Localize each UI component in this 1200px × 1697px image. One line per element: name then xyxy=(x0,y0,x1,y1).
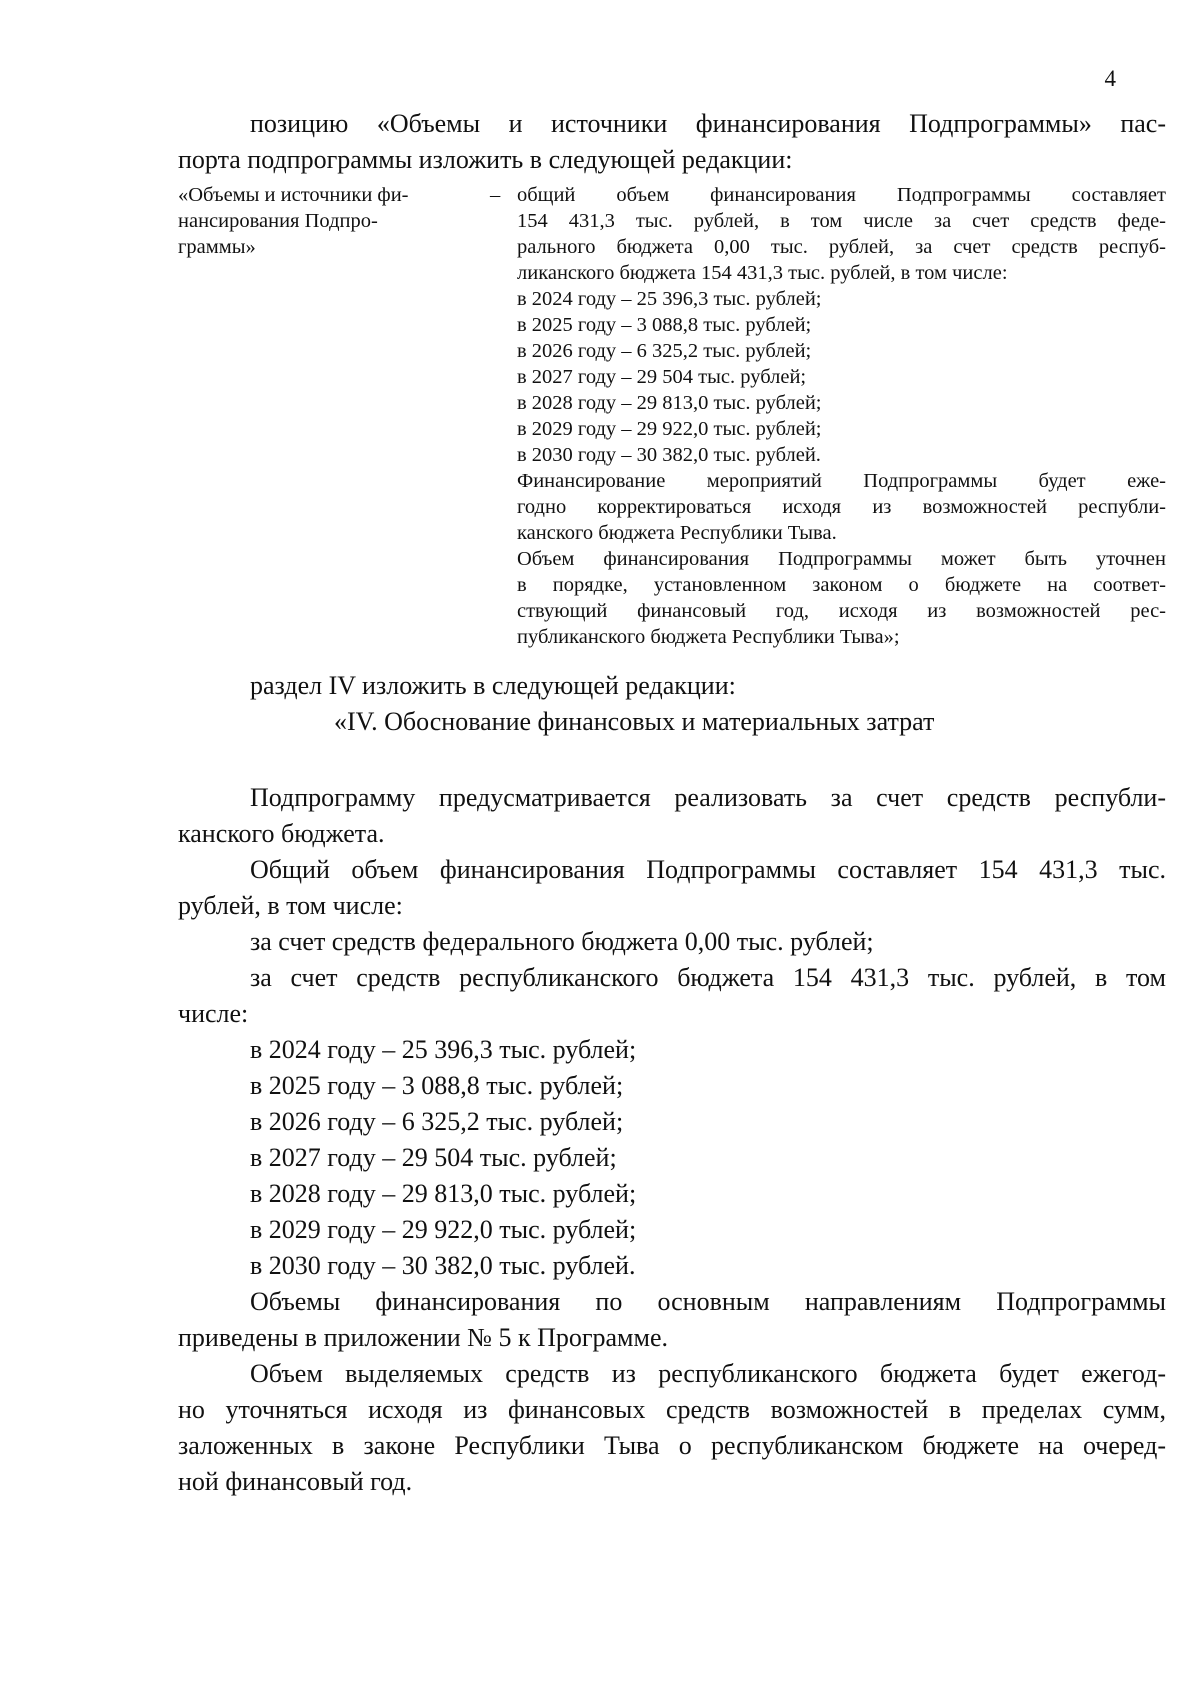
table-right-line: в 2025 году – 3 088,8 тыс. рублей; xyxy=(517,314,812,336)
body-line: в 2025 году – 3 088,8 тыс. рублей; xyxy=(250,1071,624,1100)
table-dash: – xyxy=(490,184,501,206)
body-line: в 2026 году – 6 325,2 тыс. рублей; xyxy=(250,1107,624,1136)
body-line: заложенных в законе Республики Тыва о республиканском бюджете на очеред- xyxy=(178,1431,1166,1460)
table-right-line: в 2030 году – 30 382,0 тыс. рублей. xyxy=(517,444,821,466)
table-left-line: нансирования Подпро- xyxy=(178,210,378,232)
table-right-line: в 2027 году – 29 504 тыс. рублей; xyxy=(517,366,807,388)
table-right-line: канского бюджета Республики Тыва. xyxy=(517,522,837,544)
body-line: за счет средств федерального бюджета 0,00 тыс. рублей; xyxy=(250,927,874,956)
table-right-line: Объем финансирования Подпрограммы может быть уточнен xyxy=(517,548,1166,570)
body-line: в 2024 году – 25 396,3 тыс. рублей; xyxy=(250,1035,637,1064)
body-line: в 2029 году – 29 922,0 тыс. рублей; xyxy=(250,1215,637,1244)
table-right-line: в 2026 году – 6 325,2 тыс. рублей; xyxy=(517,340,812,362)
body-line: Объемы финансирования по основным направлениям Подпрограммы xyxy=(250,1287,1166,1316)
table-right-line: годно корректироваться исходя из возможностей республи- xyxy=(517,496,1166,518)
body-line: в 2030 году – 30 382,0 тыс. рублей. xyxy=(250,1251,636,1280)
section-intro: раздел IV изложить в следующей редакции: xyxy=(250,671,736,700)
body-line: в 2027 году – 29 504 тыс. рублей; xyxy=(250,1143,617,1172)
table-right-line: рального бюджета 0,00 тыс. рублей, за счет средств респуб- xyxy=(517,236,1166,258)
table-right-line: в 2029 году – 29 922,0 тыс. рублей; xyxy=(517,418,822,440)
body-line: рублей, в том числе: xyxy=(178,891,403,920)
table-right-line: Финансирование мероприятий Подпрограммы будет еже- xyxy=(517,470,1166,492)
table-right-line: в 2028 году – 29 813,0 тыс. рублей; xyxy=(517,392,822,414)
body-line: но уточняться исходя из финансовых средств возможностей в пределах сумм, xyxy=(178,1395,1166,1424)
table-right-line: в порядке, установленном законом о бюджете на соответ- xyxy=(517,574,1166,596)
table-right-line: публиканского бюджета Республики Тыва»; xyxy=(517,626,900,648)
table-right-line: в 2024 году – 25 396,3 тыс. рублей; xyxy=(517,288,822,310)
body-line: за счет средств республиканского бюджета 154 431,3 тыс. рублей, в том xyxy=(250,963,1166,992)
table-right-line: ликанского бюджета 154 431,3 тыс. рублей, в том числе: xyxy=(517,262,1008,284)
body-line: числе: xyxy=(178,999,249,1028)
table-right-line: 154 431,3 тыс. рублей, в том числе за счет средств феде- xyxy=(517,210,1166,232)
table-left-line: граммы» xyxy=(178,236,256,258)
table-left-line: «Объемы и источники фи- xyxy=(178,184,409,206)
text-line: порта подпрограммы изложить в следующей редакции: xyxy=(178,145,793,174)
body-line: Подпрограмму предусматривается реализовать за счет средств республи- xyxy=(250,783,1166,812)
body-line: приведены в приложении № 5 к Программе. xyxy=(178,1323,669,1352)
body-line: в 2028 году – 29 813,0 тыс. рублей; xyxy=(250,1179,637,1208)
body-line: ной финансовый год. xyxy=(178,1467,413,1496)
body-line: Объем выделяемых средств из республиканского бюджета будет ежегод- xyxy=(250,1359,1166,1388)
body-line: Общий объем финансирования Подпрограммы составляет 154 431,3 тыс. xyxy=(250,855,1166,884)
text-line: позицию «Объемы и источники финансирования Подпрограммы» пас- xyxy=(250,109,1166,138)
page-number: 4 xyxy=(1104,66,1116,91)
table-right-line: общий объем финансирования Подпрограммы составляет xyxy=(517,184,1166,206)
body-line: канского бюджета. xyxy=(178,819,385,848)
table-right-line: ствующий финансовый год, исходя из возможностей рес- xyxy=(517,600,1166,622)
section-heading: «IV. Обоснование финансовых и материальных затрат xyxy=(334,707,935,736)
